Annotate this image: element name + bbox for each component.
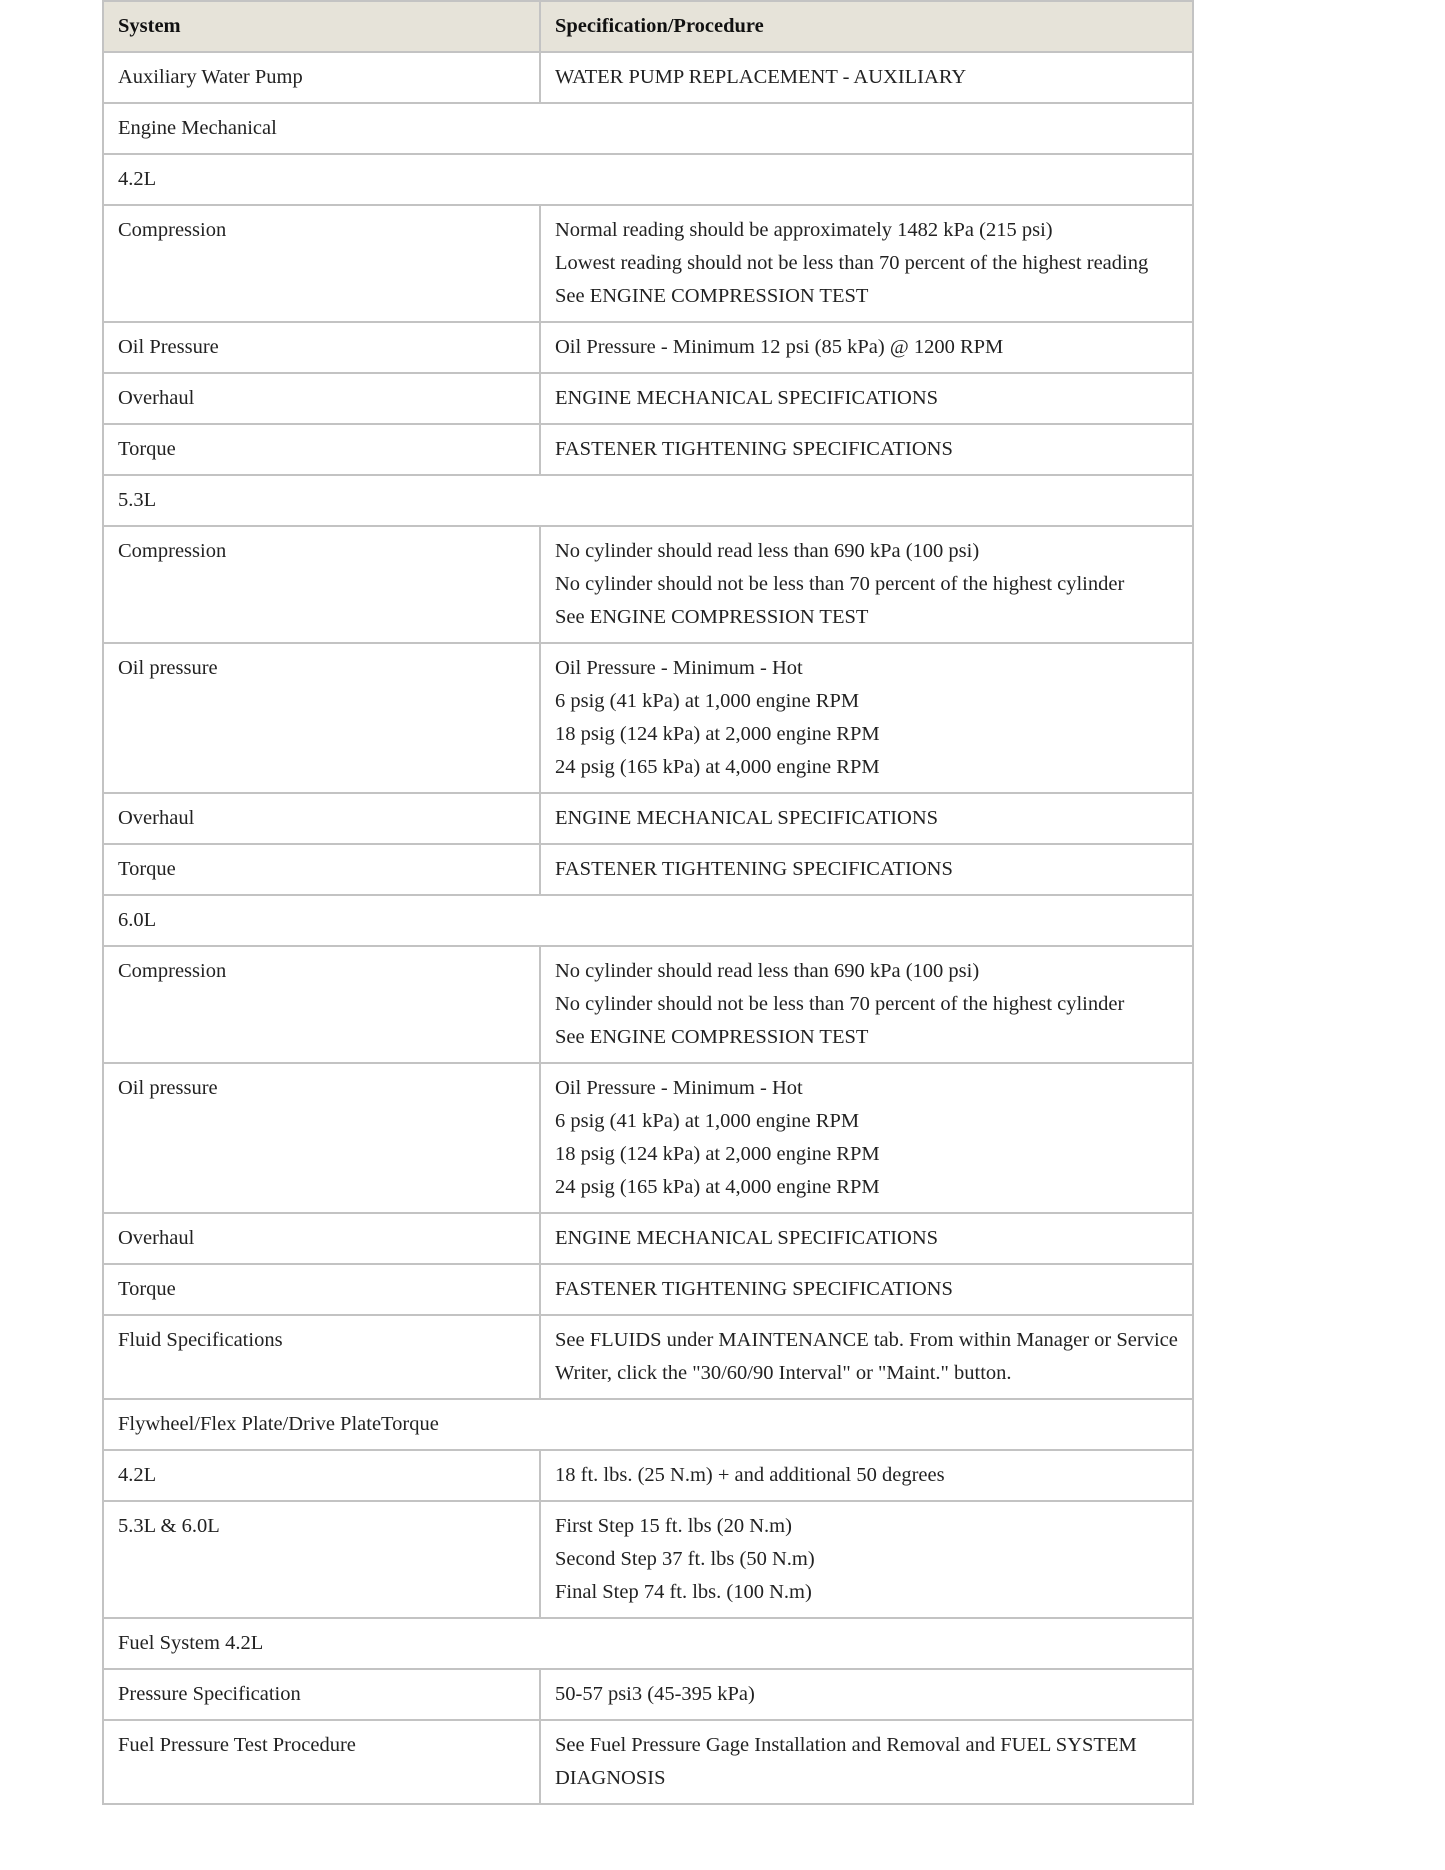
spec-cell — [540, 1450, 1193, 1501]
table-row — [103, 322, 1193, 373]
spec-cell — [540, 322, 1193, 373]
system-cell: Compression — [103, 526, 540, 643]
spec-line: 24 psig (165 kPa) at 4,000 engine RPM — [555, 756, 880, 778]
spec-cell — [540, 1669, 1193, 1720]
spec-line: Oil Pressure - Minimum - Hot — [555, 1077, 803, 1099]
section-row — [103, 895, 1193, 946]
spec-line: Second Step 37 ft. lbs (50 N.m) — [555, 1548, 815, 1570]
system-cell: Torque — [103, 1264, 540, 1315]
table-row — [103, 1669, 1193, 1720]
spec-line: No cylinder should read less than 690 kPa (100 psi) — [555, 960, 980, 982]
system-cell: Overhaul — [103, 793, 540, 844]
spec-line: Lowest reading should not be less than 70 percent of the highest reading — [555, 252, 1149, 274]
spec-line: See ENGINE COMPRESSION TEST — [555, 1026, 869, 1048]
system-cell: Torque — [103, 424, 540, 475]
system-cell: Overhaul — [103, 1213, 540, 1264]
system-cell: 4.2L — [103, 1450, 540, 1501]
spec-line: ENGINE MECHANICAL SPECIFICATIONS — [555, 807, 939, 829]
table-row — [103, 526, 1193, 643]
spec-cell — [540, 1264, 1193, 1315]
spec-line: No cylinder should read less than 690 kPa (100 psi) — [555, 540, 980, 562]
spec-cell — [540, 844, 1193, 895]
spec-line: No cylinder should not be less than 70 percent of the highest cylinder — [555, 573, 1125, 595]
system-cell: Oil Pressure — [103, 322, 540, 373]
section-heading: Flywheel/Flex Plate/Drive PlateTorque — [103, 1399, 1193, 1450]
system-cell: Auxiliary Water Pump — [103, 52, 540, 103]
system-cell: Torque — [103, 844, 540, 895]
spec-line: Final Step 74 ft. lbs. (100 N.m) — [555, 1581, 812, 1603]
system-cell: Compression — [103, 205, 540, 322]
section-heading: 4.2L — [103, 154, 1193, 205]
spec-cell — [540, 424, 1193, 475]
spec-line: See FLUIDS under MAINTENANCE tab. From within Manager or Service Writer, click the "30/60/90 Interval" or "Maint." button. — [555, 1329, 1178, 1384]
section-row — [103, 154, 1193, 205]
spec-line: First Step 15 ft. lbs (20 N.m) — [555, 1515, 792, 1537]
table-row — [103, 844, 1193, 895]
section-heading: 6.0L — [103, 895, 1193, 946]
system-cell: Compression — [103, 946, 540, 1063]
specification-table — [102, 0, 1194, 1805]
spec-line: 18 psig (124 kPa) at 2,000 engine RPM — [555, 1143, 880, 1165]
spec-line: 24 psig (165 kPa) at 4,000 engine RPM — [555, 1176, 880, 1198]
spec-cell — [540, 205, 1193, 322]
spec-line: 6 psig (41 kPa) at 1,000 engine RPM — [555, 1110, 860, 1132]
section-heading: 5.3L — [103, 475, 1193, 526]
spec-line: 50-57 psi3 (45-395 kPa) — [555, 1683, 755, 1705]
table-row — [103, 1063, 1193, 1213]
spec-line: See ENGINE COMPRESSION TEST — [555, 606, 869, 628]
table-row — [103, 1315, 1193, 1399]
spec-line: Normal reading should be approximately 1482 kPa (215 psi) — [555, 219, 1053, 241]
spec-line: See Fuel Pressure Gage Installation and Removal and FUEL SYSTEM DIAGNOSIS — [555, 1734, 1137, 1789]
spec-line: FASTENER TIGHTENING SPECIFICATIONS — [555, 858, 953, 880]
table-row — [103, 793, 1193, 844]
table-header-row — [103, 1, 1193, 52]
table-row — [103, 424, 1193, 475]
system-cell: Fuel Pressure Test Procedure — [103, 1720, 540, 1804]
spec-line: ENGINE MECHANICAL SPECIFICATIONS — [555, 1227, 939, 1249]
column-header-specification: Specification/Procedure — [540, 1, 1193, 52]
system-cell: Pressure Specification — [103, 1669, 540, 1720]
spec-line: WATER PUMP REPLACEMENT - AUXILIARY — [555, 66, 967, 88]
section-row — [103, 1399, 1193, 1450]
spec-line: 6 psig (41 kPa) at 1,000 engine RPM — [555, 690, 860, 712]
section-heading: Fuel System 4.2L — [103, 1618, 1193, 1669]
spec-line: 18 ft. lbs. (25 N.m) + and additional 50 degrees — [555, 1464, 945, 1486]
table-row — [103, 205, 1193, 322]
section-row — [103, 103, 1193, 154]
system-cell: 5.3L & 6.0L — [103, 1501, 540, 1618]
table-row — [103, 52, 1193, 103]
table-row — [103, 1450, 1193, 1501]
section-row — [103, 475, 1193, 526]
spec-line: Oil Pressure - Minimum 12 psi (85 kPa) @ 1200 RPM — [555, 336, 1004, 358]
spec-cell — [540, 946, 1193, 1063]
section-row — [103, 1618, 1193, 1669]
spec-cell — [540, 1063, 1193, 1213]
spec-line: FASTENER TIGHTENING SPECIFICATIONS — [555, 1278, 953, 1300]
spec-cell — [540, 1720, 1193, 1804]
section-heading: Engine Mechanical — [103, 103, 1193, 154]
spec-cell — [540, 643, 1193, 793]
table-row — [103, 643, 1193, 793]
spec-cell — [540, 1213, 1193, 1264]
spec-cell — [540, 52, 1193, 103]
table-row — [103, 373, 1193, 424]
system-cell: Oil pressure — [103, 1063, 540, 1213]
spec-cell — [540, 526, 1193, 643]
spec-cell — [540, 793, 1193, 844]
table-row — [103, 946, 1193, 1063]
table-row — [103, 1213, 1193, 1264]
system-cell: Overhaul — [103, 373, 540, 424]
table-row — [103, 1501, 1193, 1618]
table-row — [103, 1264, 1193, 1315]
spec-line: 18 psig (124 kPa) at 2,000 engine RPM — [555, 723, 880, 745]
spec-line: Oil Pressure - Minimum - Hot — [555, 657, 803, 679]
spec-line: No cylinder should not be less than 70 percent of the highest cylinder — [555, 993, 1125, 1015]
column-header-system: System — [103, 1, 540, 52]
spec-line: ENGINE MECHANICAL SPECIFICATIONS — [555, 387, 939, 409]
spec-cell — [540, 1315, 1193, 1399]
spec-cell — [540, 1501, 1193, 1618]
system-cell: Oil pressure — [103, 643, 540, 793]
spec-line: See ENGINE COMPRESSION TEST — [555, 285, 869, 307]
spec-cell — [540, 373, 1193, 424]
table-row — [103, 1720, 1193, 1804]
system-cell: Fluid Specifications — [103, 1315, 540, 1399]
spec-line: FASTENER TIGHTENING SPECIFICATIONS — [555, 438, 953, 460]
